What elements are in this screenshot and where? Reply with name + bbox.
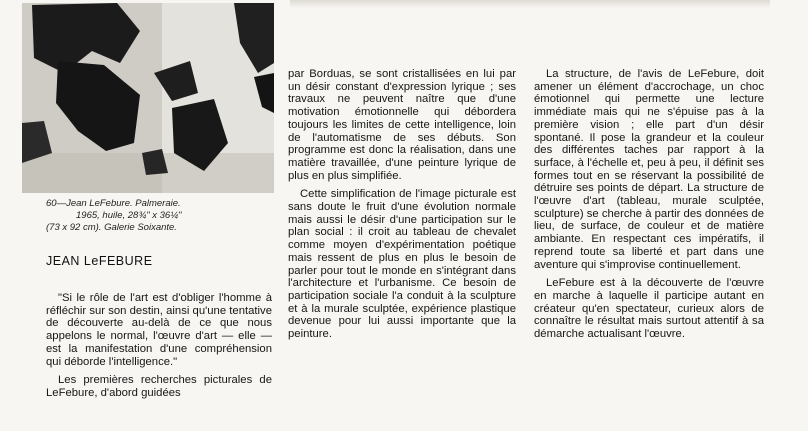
painting-image — [22, 3, 274, 193]
paragraph-1: Les premières recherches picturales de LeFebure, d'abord guidées — [46, 374, 272, 399]
caption-line-1: 60—Jean LeFebure. Palmeraie. — [46, 198, 181, 209]
paragraph-5: LeFebure est à la découverte de l'œuvre en marche à laquelle il participe autant en créateur qu'en spectateur, curieux alors de connaître le résultat mais surtout attentif à sa démarche actualisant l'œuvre. — [534, 277, 764, 341]
paragraph-2: par Borduas, se sont cristallisées en lui par un désir constant d'expression lyrique ; ses travaux ne peuvent naître que d'une motivation émotionnelle qui débordera toujours les limites de cette intelligence, loin de l'automatisme de ses débuts. Son programme est donc la réalisation, dans une matière travaillée, d'une peinture lyrique de plus en plus simplifiée. — [288, 68, 516, 182]
figure-caption — [46, 198, 276, 234]
caption-line-3: (73 x 92 cm). Galerie Soixante. — [46, 222, 177, 233]
scan-top-edge — [290, 0, 770, 8]
text-column-1 — [46, 292, 272, 400]
paragraph-3: Cette simplification de l'image picturale est sans doute le fruit d'une évolution normale mais aussi le désir d'une participation sur le plan social : il croit au tableau de chevalet comme moyen d'expérimentation poétique mais ressent de plus en plus le besoin de parler pour tout le monde en s'intégrant dans l'architecture et l'urbanisme. Ce besoin de participation sociale l'a conduit à la sculpture et à la murale sculptée, expérience plastique devenue pour lui aussi importante que la peinture. — [288, 188, 516, 341]
artist-quote: "Si le rôle de l'art est d'obliger l'homme à réfléchir sur son destin, ainsi qu'une tentative de découverte au-delà de ce que nous appelons le normal, l'œuvre d'art — elle — est la manifestation d'une compréhension qui déborde l'intelligence." — [46, 292, 272, 368]
text-column-3 — [534, 68, 764, 341]
section-heading: JEAN LeFEBURE — [46, 254, 153, 268]
paragraph-4: La structure, de l'avis de LeFebure, doit amener un élément d'accrochage, un choc émotionnel qui permette une lecture immédiate mais qui ne s'épuise pas à la première vision ; elle part d'un désir spontané. Il pose la grandeur et la couleur des différentes taches par rapport à la surface, à l'échelle et, peu à peu, il définit ses formes tout en se réservant la possibilité de détruire ses points de départ. La structure de l'œuvre d'art (tableau, murale sculptée, sculpture) se cherche à partir des données de lieu, de surface, de couleur et de matière ambiante. En respectant ces impératifs, il reprend toute sa liberté et part dans une aventure qui s'improvise continuellement. — [534, 68, 764, 271]
painting-graphic — [22, 3, 274, 193]
text-column-2 — [288, 68, 516, 341]
caption-line-2: 1965, huile, 28¾" x 36¼" — [76, 210, 182, 221]
